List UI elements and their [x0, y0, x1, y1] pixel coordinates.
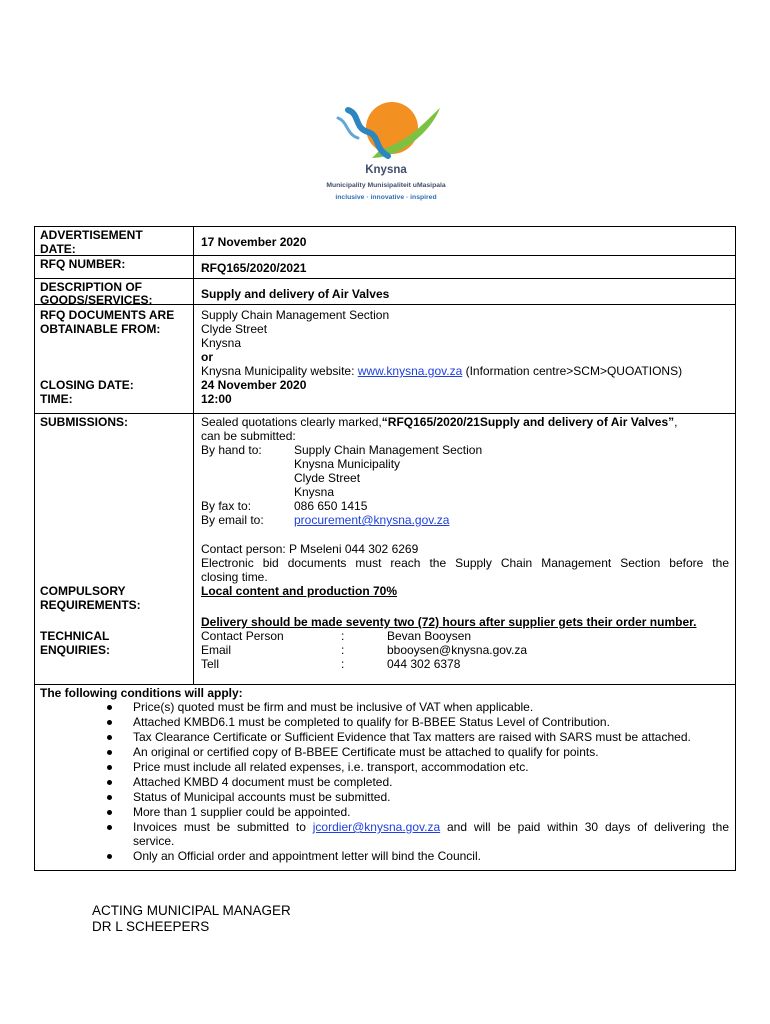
condition-text: Attached KMBD6.1 must be completed to qualify for B-BBEE Status Level of Contribution. [133, 715, 610, 729]
bullet-icon [107, 735, 112, 740]
condition-item [35, 700, 735, 714]
obtainable-from-label: OBTAINABLE FROM: [40, 322, 161, 336]
technical-label: TECHNICAL [40, 629, 110, 643]
closing-time-value: 12:00 [201, 392, 232, 406]
goods-services-label: GOODS/SERVICES: [40, 293, 153, 307]
condition-item [35, 715, 735, 729]
procurement-email-link[interactable]: procurement@knysna.gov.za [294, 513, 450, 527]
requirements-label: REQUIREMENTS: [40, 598, 141, 612]
condition-text: Price(s) quoted must be firm and must be inclusive of VAT when applicable. [133, 700, 534, 714]
email-label: By email to: [201, 513, 264, 527]
hand-line-3: Clyde Street [294, 471, 361, 485]
logo-name: Knysna [365, 164, 407, 176]
condition-item [35, 745, 735, 759]
by-hand-label: By hand to: [201, 443, 262, 457]
website-suffix: (Information centre>SCM>QUOATIONS) [462, 364, 683, 378]
closing-date-value: 24 November 2020 [201, 378, 307, 392]
enquiries-label: ENQUIRIES: [40, 643, 111, 657]
hand-line-4: Knysna [294, 485, 335, 499]
condition-text: Status of Municipal accounts must be submitted. [133, 790, 391, 804]
bullet-icon [107, 720, 112, 725]
rfq-number-value: RFQ165/2020/2021 [201, 261, 307, 275]
invoice-suffix: and will be paid within 30 days of delivering the [440, 820, 729, 834]
condition-item-invoices [35, 820, 735, 848]
documents-line-1: Supply Chain Management Section [201, 308, 390, 322]
intro-prefix: Sealed quotations clearly marked, [201, 415, 382, 429]
description-value: Supply and delivery of Air Valves [201, 287, 390, 301]
jcordier-email-link[interactable]: jcordier@knysna.gov.za [312, 820, 441, 834]
electronic-bid-line-2: closing time. [201, 570, 268, 584]
tech-contact-label: Contact Person [201, 629, 284, 643]
bullet-icon [107, 854, 112, 859]
website-link[interactable]: www.knysna.gov.za [357, 364, 463, 378]
knysna-logo [318, 100, 454, 210]
bullet-icon [107, 825, 112, 830]
logo-emblem-icon [328, 100, 444, 164]
bullet-icon [107, 705, 112, 710]
condition-text: Price must include all related expenses, i.e. transport, accommodation etc. [133, 760, 529, 774]
documents-or: or [201, 350, 213, 364]
tech-contact-value: Bevan Booysen [387, 629, 472, 643]
documents-website-line [201, 364, 682, 378]
column-divider [193, 227, 194, 684]
advertisement-date-label: DATE: [40, 242, 76, 256]
condition-text: Tax Clearance Certificate or Sufficient Evidence that Tax matters are raised with SARS must be attached. [133, 730, 691, 744]
fax-label: By fax to: [201, 499, 252, 513]
condition-text: Attached KMBD 4 document must be completed. [133, 775, 393, 789]
signature-name: DR L SCHEEPERS [92, 919, 210, 934]
hand-line-1: Supply Chain Management Section [294, 443, 483, 457]
invoice-prefix: Invoices must be submitted to [133, 820, 313, 834]
description-label: DESCRIPTION OF [40, 280, 143, 294]
invoice-line-2: service. [133, 834, 175, 848]
documents-line-3: Knysna [201, 336, 242, 350]
condition-text: An original or certified copy of B-BBEE Certificate must be attached to qualify for points. [133, 745, 599, 759]
signature-title: ACTING MUNICIPAL MANAGER [92, 903, 291, 918]
closing-date-label: CLOSING DATE: [40, 378, 134, 392]
tech-email-colon: : [341, 643, 345, 657]
condition-item [35, 730, 735, 744]
row-divider [35, 278, 735, 279]
condition-item [35, 849, 735, 863]
row-divider [35, 413, 735, 414]
tech-email-label: Email [201, 643, 232, 657]
bullet-icon [107, 765, 112, 770]
contact-person: Contact person: P Mseleni 044 302 6269 [201, 542, 419, 556]
tech-tel-label: Tell [201, 657, 220, 671]
condition-item [35, 775, 735, 789]
bullet-icon [107, 810, 112, 815]
invoice-line-1 [133, 820, 729, 834]
condition-item [35, 760, 735, 774]
submissions-intro-line2: can be submitted: [201, 429, 296, 443]
website-prefix: Knysna Municipality website: [201, 364, 358, 378]
rfq-table [34, 226, 736, 871]
condition-text: Only an Official order and appointment letter will bind the Council. [133, 849, 481, 863]
advertisement-label: ADVERTISEMENT [40, 228, 143, 242]
submissions-label: SUBMISSIONS: [40, 415, 129, 429]
rfq-number-label: RFQ NUMBER: [40, 257, 126, 271]
hand-line-2: Knysna Municipality [294, 457, 401, 471]
row-divider [35, 684, 735, 685]
bullet-icon [107, 795, 112, 800]
intro-suffix: , [674, 415, 678, 429]
advertisement-date-value: 17 November 2020 [201, 235, 307, 249]
tech-contact-colon: : [341, 629, 345, 643]
local-content-requirement: Local content and production 70% [201, 584, 398, 598]
submissions-intro [201, 415, 677, 429]
compulsory-label: COMPULSORY [40, 584, 126, 598]
tech-email-value: bbooysen@knysna.gov.za [387, 643, 528, 657]
rfq-documents-label: RFQ DOCUMENTS ARE [40, 308, 175, 322]
bullet-icon [107, 780, 112, 785]
condition-item [35, 805, 735, 819]
conditions-heading: The following conditions will apply: [40, 686, 243, 700]
intro-bold: “RFQ165/2020/21Supply and delivery of Air Valves” [381, 415, 675, 429]
row-divider [35, 255, 735, 256]
condition-item [35, 790, 735, 804]
time-label: TIME: [40, 392, 73, 406]
tech-tel-colon: : [341, 657, 345, 671]
delivery-requirement: Delivery should be made seventy two (72) hours after supplier gets their order number. [201, 615, 697, 629]
fax-value: 086 650 1415 [294, 499, 368, 513]
bullet-icon [107, 750, 112, 755]
logo-tagline: inclusive · innovative · inspired [335, 194, 437, 201]
tech-tel-value: 044 302 6378 [387, 657, 461, 671]
logo-subtitle: Municipality Munisipaliteit uMasipala [326, 182, 446, 189]
electronic-bid-line-1: Electronic bid documents must reach the Supply Chain Management Section before the [201, 556, 729, 570]
documents-line-2: Clyde Street [201, 322, 268, 336]
condition-text: More than 1 supplier could be appointed. [133, 805, 351, 819]
